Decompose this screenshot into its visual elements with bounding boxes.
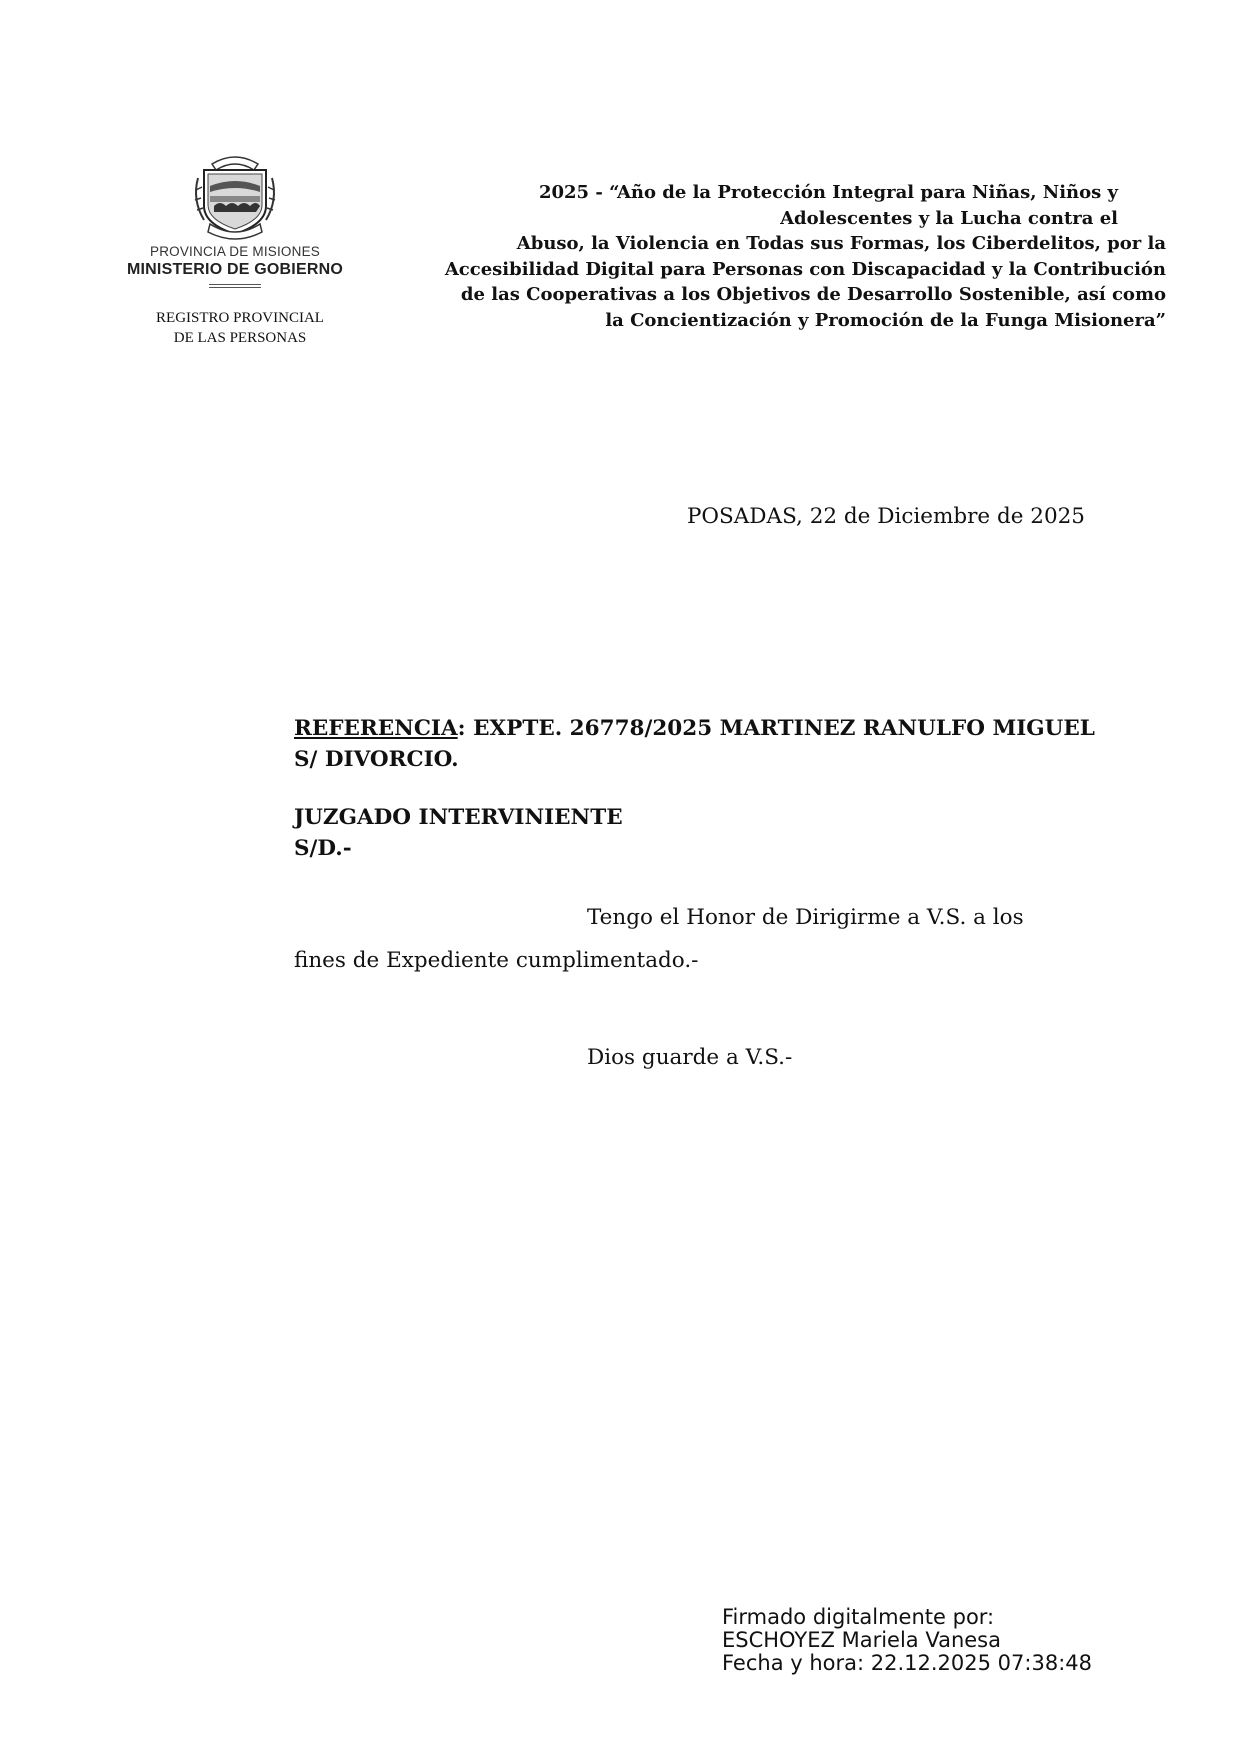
closing-line: Dios guarde a V.S.-: [587, 1045, 793, 1070]
office-line-2: DE LAS PERSONAS: [173, 330, 307, 346]
motto-line-4: Accesibilidad Digital para Personas con Discapacidad y la Contribución: [444, 258, 1166, 280]
body-line-1: Tengo el Honor de Dirigirme a V.S. a los: [587, 905, 1024, 930]
reference-block: [294, 713, 1194, 775]
recipient-line-2: S/D.-: [294, 836, 352, 861]
reference-line-1: [294, 713, 1194, 744]
motto-line-1: 2025 - “Año de la Protección Integral para Niñas, Niños y: [538, 182, 1118, 203]
motto-line-3: Abuso, la Violencia en Todas sus Formas, los Ciberdelitos, por la: [516, 233, 1166, 254]
ministry-block: [100, 244, 370, 288]
reference-text: : EXPTE. 26778/2025 MARTINEZ RANULFO MIGUEL: [457, 716, 1095, 741]
office-line-1: REGISTRO PROVINCIAL: [156, 310, 324, 326]
digital-signature: [722, 1606, 1202, 1675]
annual-motto: [380, 180, 1166, 333]
signature-line-3: Fecha y hora: 22.12.2025 07:38:48: [722, 1651, 1092, 1675]
reference-line-2: S/ DIVORCIO.: [294, 747, 459, 772]
signature-line-1: Firmado digitalmente por:: [722, 1605, 995, 1629]
motto-line-6: la Concientización y Promoción de la Funga Misionera”: [605, 309, 1166, 331]
date-line: POSADAS, 22 de Diciembre de 2025: [686, 504, 1085, 529]
motto-line-2: Adolescentes y la Lucha contra el: [780, 207, 1118, 229]
recipient-line-1: JUZGADO INTERVINIENTE: [294, 805, 623, 830]
body-line-2: fines de Expediente cumplimentado.-: [294, 948, 699, 973]
ministry-name: MINISTERIO DE GOBIERNO: [127, 261, 343, 278]
provincial-seal-icon: [190, 150, 280, 240]
ministry-divider: [209, 284, 261, 288]
motto-line-5: de las Cooperativas a los Objetivos de Desarrollo Sostenible, así como: [460, 284, 1166, 305]
province-name: PROVINCIA DE MISIONES: [150, 244, 320, 259]
reference-label: REFERENCIA: [294, 716, 458, 741]
signature-line-2: ESCHOYEZ Mariela Vanesa: [722, 1628, 1001, 1652]
office-name: [110, 308, 370, 348]
recipient-block: [294, 802, 994, 864]
